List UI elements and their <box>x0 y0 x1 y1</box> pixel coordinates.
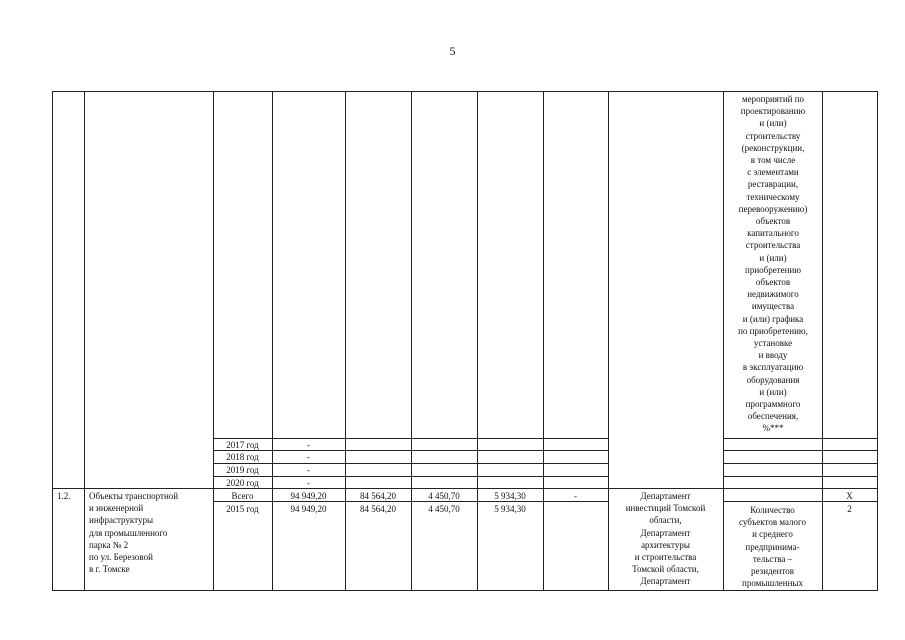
year-2015-local: 5 934,30 <box>494 504 526 514</box>
indicator-line: промышленных <box>742 578 803 589</box>
amount-cell: - <box>307 452 310 462</box>
indicator-line: и (или) графика <box>742 313 804 324</box>
indicator-line: техническому <box>746 191 800 202</box>
year-cell: 2020 год <box>226 478 259 488</box>
indicator-line: капитального <box>747 228 799 239</box>
indicator-line: субъектов малого <box>739 517 806 528</box>
executor-line: Департамент <box>640 527 691 538</box>
col-line <box>822 91 823 591</box>
item-name-line: и инженерной <box>89 503 144 514</box>
indicator-line: с элементами <box>747 167 799 178</box>
executor-line: Департамент <box>640 576 691 587</box>
total-sum: 94 949,20 <box>290 491 327 501</box>
table-border-top <box>52 91 877 92</box>
amount-cell: - <box>307 478 310 488</box>
indicator-line: и (или) <box>759 118 787 129</box>
item-name-line: парка № 2 <box>89 539 129 550</box>
row-line <box>723 450 877 451</box>
indicator-line: проектированию <box>740 106 806 117</box>
executor-line: области, <box>649 515 682 526</box>
total-local: 5 934,30 <box>494 491 526 501</box>
executor-line: Департамент <box>640 491 691 501</box>
executor-line: Томской области, <box>632 564 699 575</box>
amount-cell: - <box>307 440 310 450</box>
total-regional: 4 450,70 <box>428 491 460 501</box>
indicator-line: и (или) <box>759 252 787 263</box>
indicator-line: объектов <box>755 216 791 227</box>
indicator-line: (реконструкции, <box>741 142 805 153</box>
year-2015-label: 2015 год <box>226 504 259 514</box>
year-2015-federal: 84 564,20 <box>360 504 396 514</box>
indicator-line: программного <box>745 399 801 410</box>
indicator-line: в том числе <box>750 155 796 166</box>
total-federal: 84 564,20 <box>360 491 396 501</box>
year-cell: 2019 год <box>226 465 259 475</box>
indicator-line: реставрации, <box>747 179 799 190</box>
total-label: Всего <box>231 491 254 501</box>
col-line <box>84 91 85 591</box>
indicator-continuation-cell <box>724 93 822 435</box>
col-line <box>411 91 412 591</box>
table-border-bottom <box>52 590 877 591</box>
indicator-line: тельства – <box>752 553 793 564</box>
item-name-line: по ул. Березовой <box>89 552 153 563</box>
executor-line: архитектуры <box>641 539 690 550</box>
indicator-line: оборудования <box>746 374 800 385</box>
page-number: 5 <box>449 44 456 58</box>
indicator-line: Количество <box>750 505 795 515</box>
indicator-line: резидентов <box>751 566 794 577</box>
indicator-line: в эксплуатацию <box>742 362 804 373</box>
col-line <box>877 91 878 591</box>
year-2015-sum: 94 949,20 <box>290 504 327 514</box>
col-line <box>543 91 544 591</box>
indicator-line: строительства <box>745 240 801 251</box>
indicator-value-2015: 2 <box>847 504 852 514</box>
item-name-line: инфраструктуры <box>89 515 153 526</box>
col-line <box>213 91 214 591</box>
indicator-line: строительству <box>745 130 801 141</box>
col-line <box>272 91 273 591</box>
indicator-line: по приобретению, <box>738 325 808 336</box>
indicator-line: приобретению <box>745 264 801 275</box>
indicator-line: %*** <box>762 423 784 434</box>
indicator-line: перевооружению) <box>738 203 808 214</box>
indicator-line: и (или) <box>759 386 787 397</box>
indicator-line: мероприятий по <box>741 94 805 104</box>
executor-line: и строительства <box>634 552 697 563</box>
item-name-cell <box>89 490 178 575</box>
year-cell: 2017 год <box>226 440 259 450</box>
indicator-line: обеспечения, <box>747 411 799 422</box>
item-number: 1.2. <box>57 491 71 501</box>
row-line <box>723 476 877 477</box>
year-2015-regional: 4 450,70 <box>428 504 460 514</box>
indicator-line: и вводу <box>758 350 788 361</box>
item-name-line: в г. Томске <box>89 564 130 575</box>
col-line <box>477 91 478 591</box>
indicator-line: предпринима- <box>745 541 800 552</box>
item-name-line: Объекты транспортной <box>89 491 179 501</box>
executor-cell <box>608 490 723 588</box>
indicator-line: установке <box>753 338 793 349</box>
col-line <box>52 91 53 591</box>
row-line <box>52 488 877 489</box>
indicator-line: и среднего <box>752 529 793 540</box>
executor-line: инвестиций Томской <box>625 503 706 514</box>
col-line <box>345 91 346 591</box>
row-line <box>723 438 877 439</box>
total-other: - <box>574 491 577 501</box>
indicator-line: недвижимого <box>747 289 799 300</box>
item-name-line: для промышленного <box>89 527 168 538</box>
item-indicator-cell <box>723 504 822 589</box>
row-line <box>723 463 877 464</box>
year-cell: 2018 год <box>226 452 259 462</box>
indicator-line: объектов <box>755 277 791 288</box>
amount-cell: - <box>307 465 310 475</box>
indicator-line: имущества <box>751 301 795 312</box>
indicator-value-total: Х <box>846 491 853 501</box>
